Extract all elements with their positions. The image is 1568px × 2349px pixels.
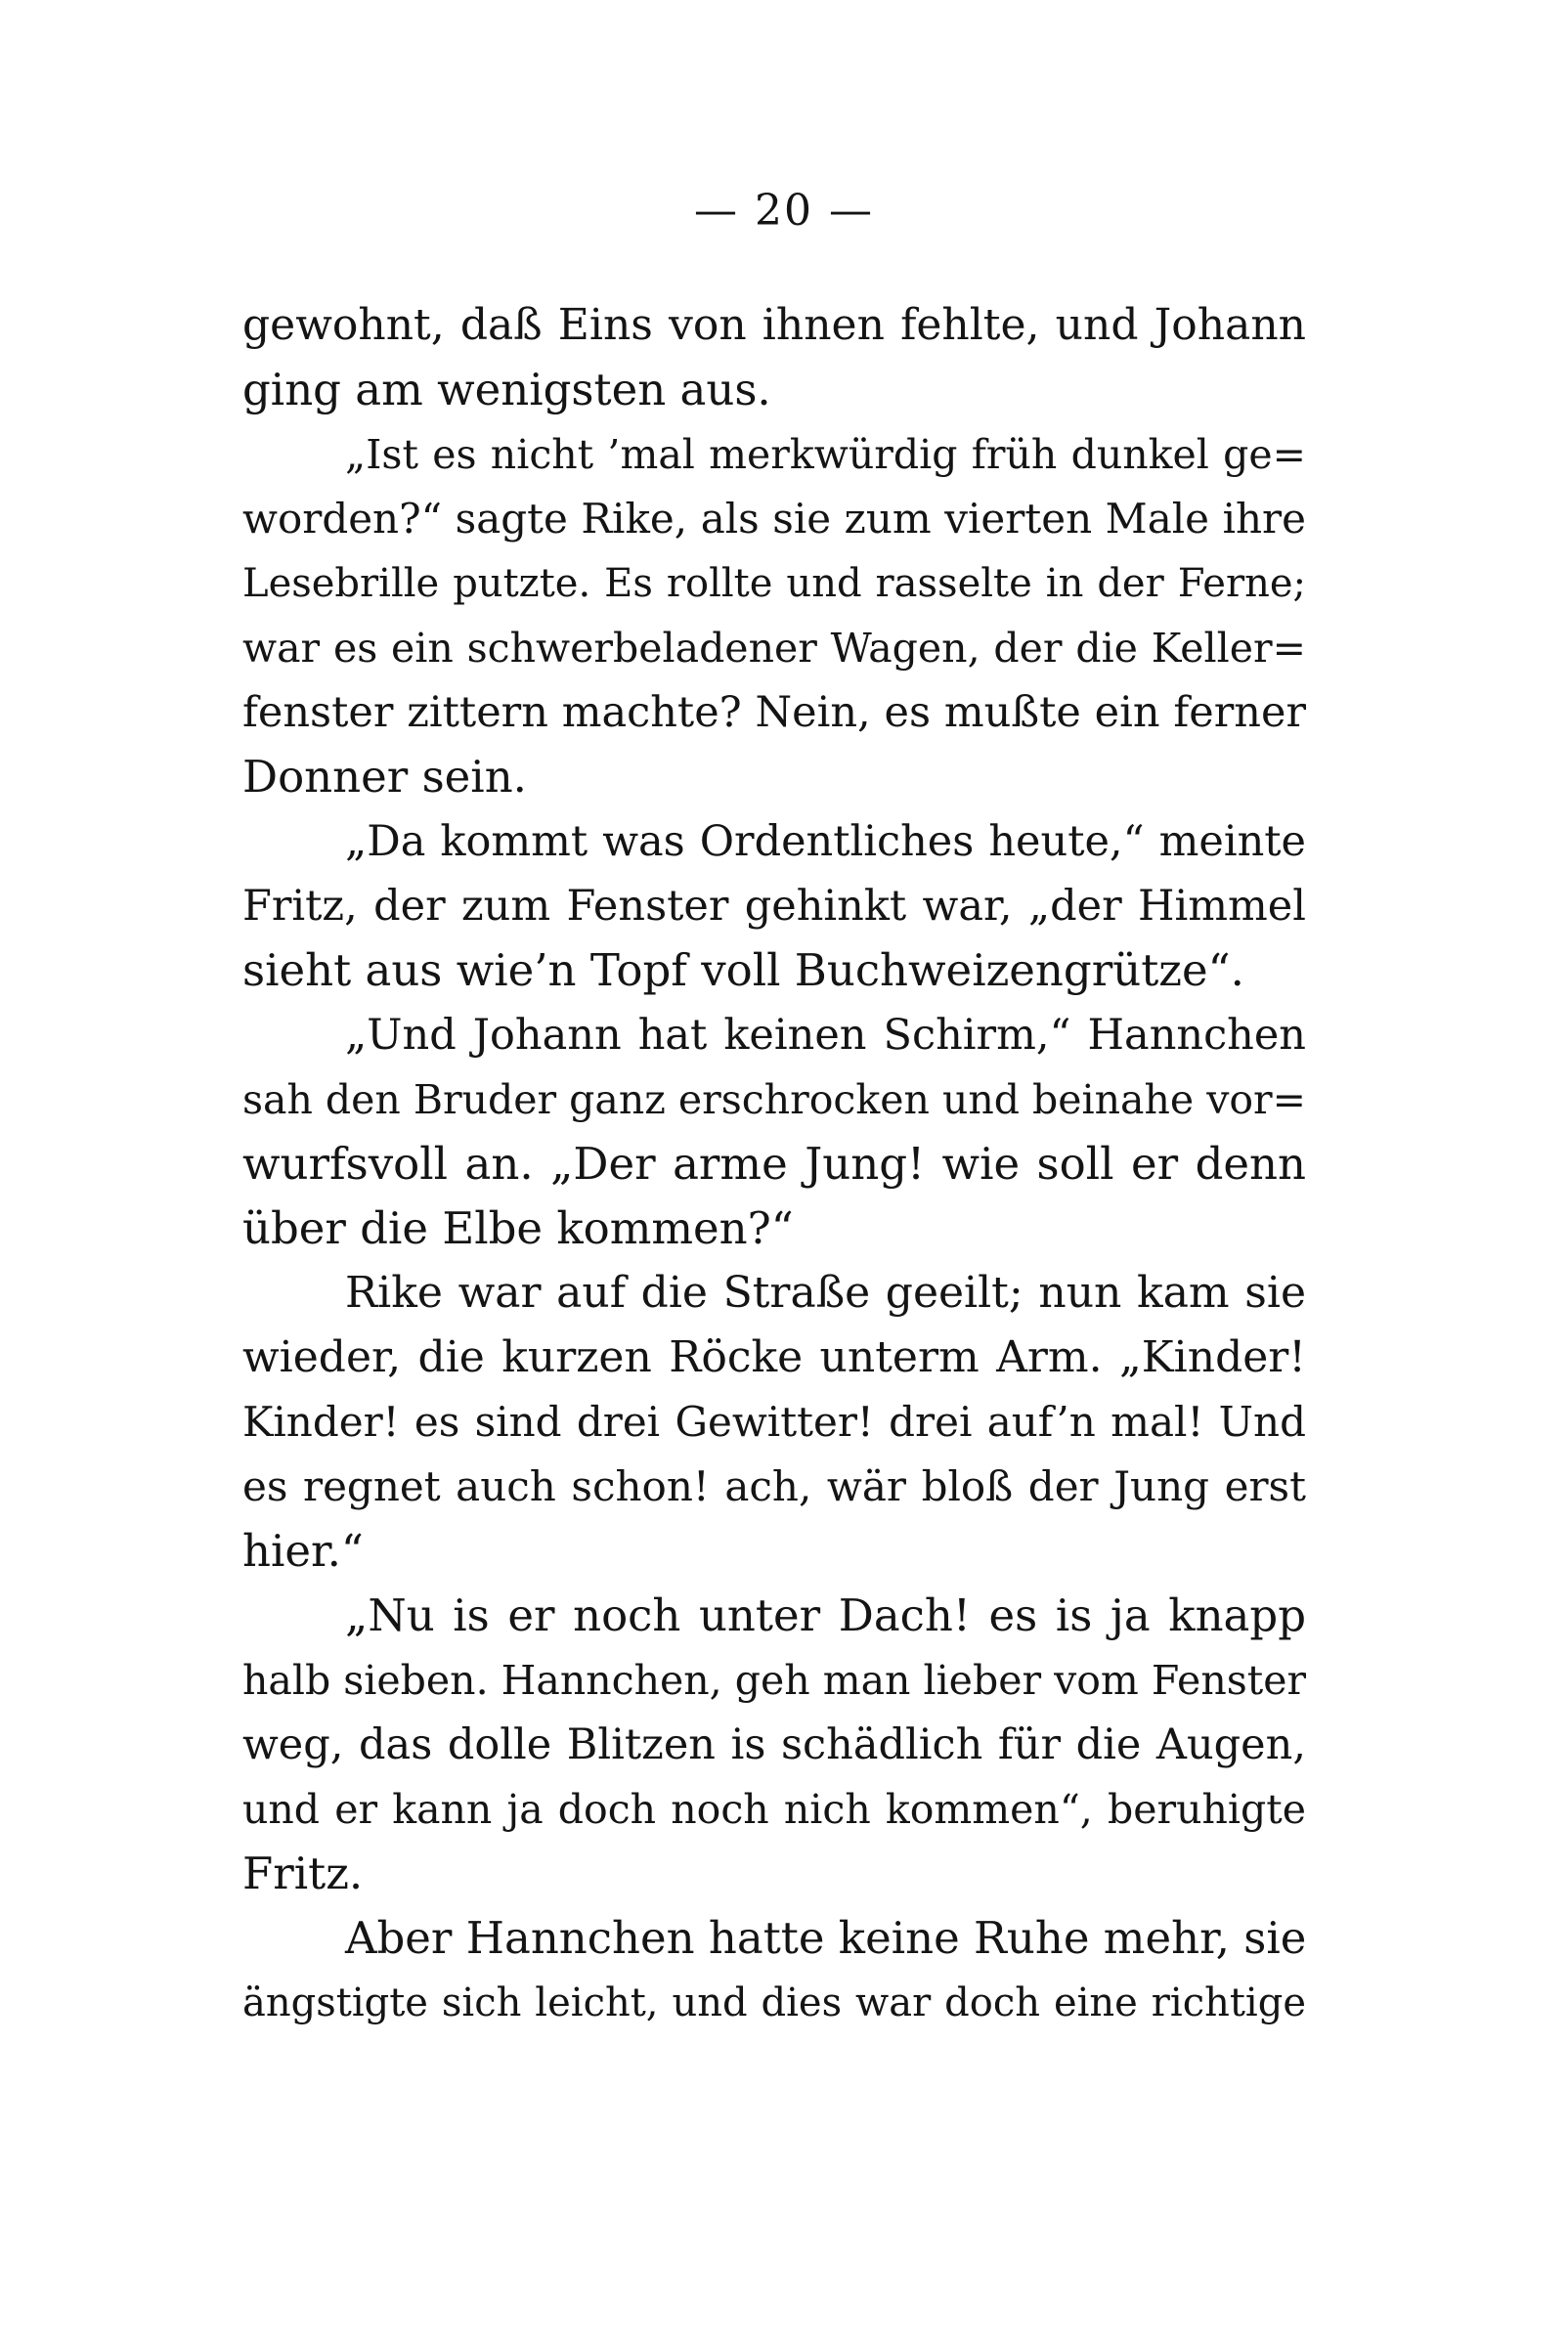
- text-line: fenster zittern machte? Nein, es mußte ein ferner: [242, 688, 1306, 737]
- text-line: „Ist es nicht ’mal merkwürdig früh dunkel ge=: [345, 431, 1306, 478]
- text-line: Fritz.: [242, 1848, 364, 1899]
- text-line: Lesebrille putzte. Es rollte und rasselte in der Ferne;: [242, 561, 1306, 606]
- text-line: es regnet auch schon! ach, wär bloß der Jung erst: [242, 1462, 1306, 1510]
- text-line: gewohnt, daß Eins von ihnen fehlte, und Johann: [242, 300, 1306, 350]
- text-line: halb sieben. Hannchen, geh man lieber vom Fenster: [242, 1657, 1306, 1704]
- text-line: weg, das dolle Blitzen is schädlich für die Augen,: [242, 1720, 1306, 1769]
- text-line: worden?“ sagte Rike, als sie zum vierten Male ihre: [242, 495, 1306, 543]
- text-line: Donner sein.: [242, 751, 527, 803]
- text-line: „Da kommt was Ordentliches heute,“ meinte: [345, 817, 1306, 866]
- text-line: Rike war auf die Straße geeilt; nun kam sie: [345, 1268, 1306, 1318]
- text-line: Fritz, der zum Fenster gehinkt war, „der Himmel: [242, 882, 1306, 931]
- text-line: „Nu is er noch unter Dach! es is ja knapp: [345, 1589, 1306, 1641]
- text-line: wurfsvoll an. „Der arme Jung! wie soll er denn: [242, 1138, 1306, 1190]
- text-line: ängstigte sich leicht, und dies war doch eine richtige: [242, 1980, 1306, 2025]
- text-line: Kinder! es sind drei Gewitter! drei auf’n mal! Und: [242, 1398, 1306, 1446]
- text-line: ging am wenigsten aus.: [242, 364, 771, 415]
- body-text: [242, 293, 1306, 2035]
- text-line: sieht aus wie’n Topf voll Buchweizengrütze“.: [242, 944, 1244, 996]
- text-line: „Und Johann hat keinen Schirm,“ Hannchen: [345, 1011, 1306, 1060]
- text-line: über die Elbe kommen?“: [242, 1202, 794, 1254]
- text-line: Aber Hannchen hatte keine Ruhe mehr, sie: [345, 1912, 1306, 1964]
- text-line: und er kann ja doch noch nich kommen“, beruhigte: [242, 1786, 1306, 1833]
- text-line: war es ein schwerbeladener Wagen, der die Keller=: [242, 625, 1306, 672]
- text-line: hier.“: [242, 1525, 364, 1577]
- page-number: — 20 —: [694, 186, 874, 236]
- text-line: wieder, die kurzen Röcke unterm Arm. „Kinder!: [242, 1332, 1306, 1382]
- text-line: sah den Bruder ganz erschrocken und beinahe vor=: [242, 1076, 1306, 1123]
